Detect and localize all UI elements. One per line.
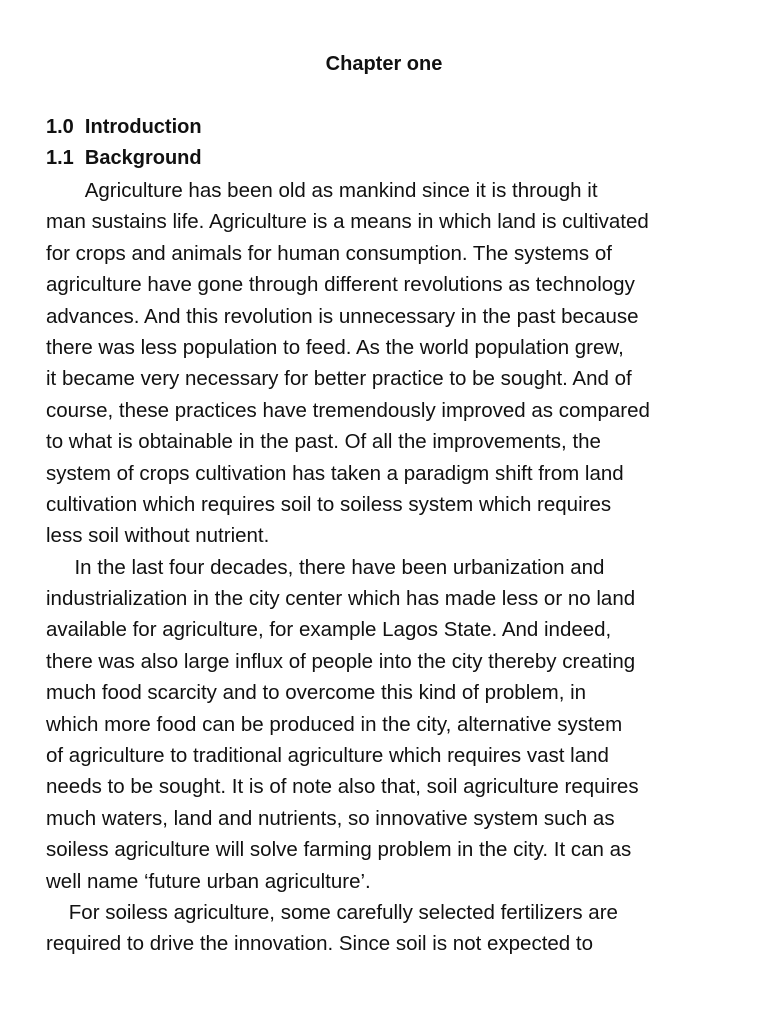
body-text [46,175,736,960]
text-line: agriculture have gone through different revolutions as technology [46,273,635,297]
text-line: there was also large influx of people into the city thereby creating [46,649,636,673]
paragraph-2 [46,552,736,897]
text-line: cultivation which requires soil to soiless system which requires [46,492,612,516]
text-line: much waters, land and nutrients, so innovative system such as [46,806,615,830]
text-line: advances. And this revolution is unnecessary in the past because [46,304,639,328]
text-line: less soil without nutrient. [46,524,270,548]
paragraph-3 [46,897,736,960]
text-line: to what is obtainable in the past. Of all the improvements, the [46,430,601,454]
text-line: man sustains life. Agriculture is a means in which land is cultivated [46,210,649,234]
text-line: available for agriculture, for example Lagos State. And indeed, [46,618,612,642]
text-line: of agriculture to traditional agriculture which requires vast land [46,744,609,768]
paragraph-1 [46,175,736,552]
text-line: course, these practices have tremendously improved as compared [46,398,650,422]
section-heading-background: 1.1 Background [46,147,202,169]
text-line: which more food can be produced in the city, alternative system [46,712,623,736]
chapter-title: Chapter one [325,53,443,75]
text-line: required to drive the innovation. Since soil is not expected to [46,932,593,956]
text-line: industrialization in the city center which has made less or no land [46,587,636,611]
text-line: much food scarcity and to overcome this kind of problem, in [46,681,587,705]
text-line: needs to be sought. It is of note also that, soil agriculture requires [46,775,639,799]
text-line: soiless agriculture will solve farming problem in the city. It can as [46,838,632,862]
text-line: well name ‘future urban agriculture’. [46,869,371,893]
text-line: In the last four decades, there have been urbanization and [46,555,605,579]
text-line: for crops and animals for human consumption. The systems of [46,241,612,265]
text-line: it became very necessary for better practice to be sought. And of [46,367,632,391]
text-line: Agriculture has been old as mankind since it is through it [46,179,598,202]
text-line: there was less population to feed. As the world population grew, [46,335,624,359]
section-heading-introduction: 1.0 Introduction [46,116,202,138]
text-line: system of crops cultivation has taken a paradigm shift from land [46,461,624,485]
text-line: For soiless agriculture, some carefully selected fertilizers are [46,900,618,924]
